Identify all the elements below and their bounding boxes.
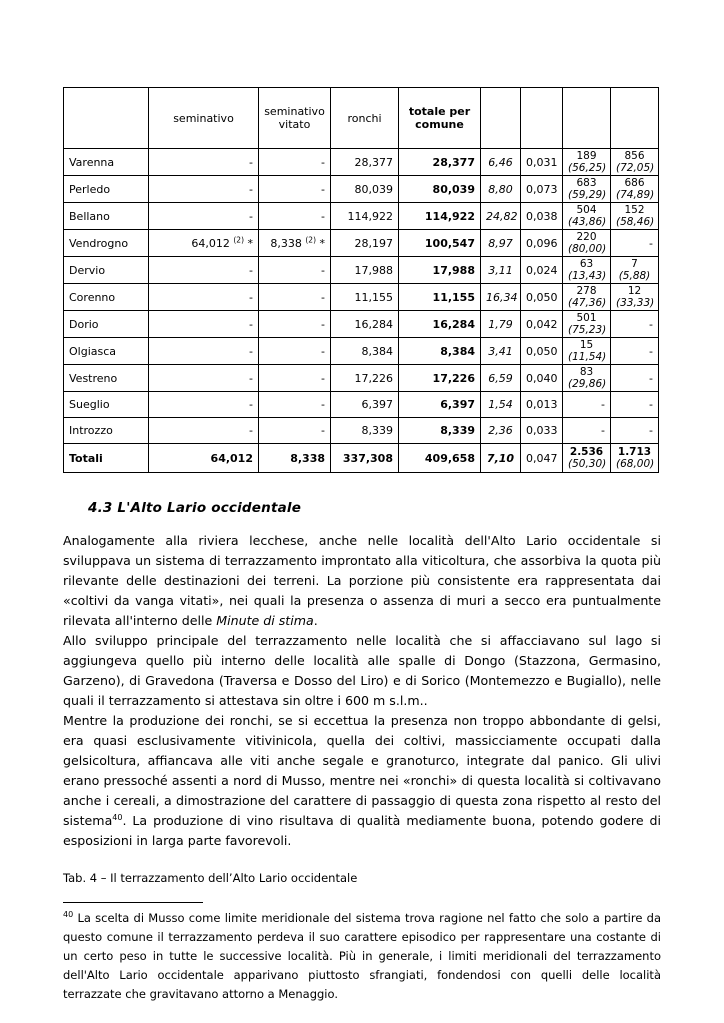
cell-col2: - [259,284,331,311]
cell-col7 [563,230,611,257]
table-row-vendrogno [64,230,659,257]
cell-col8 [611,176,659,203]
cell-col2: - [259,257,331,284]
cell-col6: 0,042 [521,311,563,338]
cell-col6: 0,038 [521,203,563,230]
table-row-totali [64,444,659,473]
cell-col4: 11,155 [399,284,481,311]
count-value: 2.536 [569,446,604,458]
cell-col3: 6,397 [331,392,399,418]
count-value: 856 [624,150,645,162]
percent-value: (5,88) [618,270,651,282]
count-value: 12 [627,285,642,297]
body-text [63,531,661,851]
cell-col1: - [149,418,259,444]
table-row-vestreno [64,365,659,392]
table-caption: Tab. 4 – Il terrazzamento dell’Alto Lario occidentale [63,871,358,885]
table-row-varenna [64,149,659,176]
cell-col5: 1,79 [481,311,521,338]
column-header-7 [563,88,611,149]
cell-col1: - [149,365,259,392]
percent-value: (68,00) [616,458,655,470]
cell-col4: 17,988 [399,257,481,284]
cell-col3: 28,197 [331,230,399,257]
cell-col3: 17,226 [331,365,399,392]
cell-col3: 11,155 [331,284,399,311]
cell-col2: - [259,311,331,338]
table-row-sueglio [64,392,659,418]
cell-col3: 337,308 [331,444,399,473]
cell-col2: - [259,365,331,392]
percent-value: (75,23) [568,324,607,336]
percent-value: (13,43) [568,270,607,282]
cell-col4: 16,284 [399,311,481,338]
count-value: 220 [576,231,597,243]
cell-col7 [563,444,611,473]
table-row-bellano [64,203,659,230]
cell-col5: 8,97 [481,230,521,257]
column-header-0 [64,88,149,149]
cell-col8: - [611,365,659,392]
percent-value: (58,46) [616,216,655,228]
cell-col5: 8,80 [481,176,521,203]
column-header-2: seminativo vitato [259,88,331,149]
cell-col5: 7,10 [481,444,521,473]
cell-col1: - [149,392,259,418]
cell-col8: - [611,338,659,365]
cell-col5: 3,41 [481,338,521,365]
cell-col8 [611,444,659,473]
cell-col5: 3,11 [481,257,521,284]
cell-col6: 0,040 [521,365,563,392]
count-value: 686 [624,177,645,189]
percent-value: (33,33) [616,297,655,309]
cell-col5: 1,54 [481,392,521,418]
cell-col8: - [611,230,659,257]
cell-col1: - [149,257,259,284]
footnote-number: 40 [63,910,74,920]
count-value: 63 [579,258,594,270]
cell-col3: 8,339 [331,418,399,444]
cell-col7: - [563,418,611,444]
percent-value: (47,36) [568,297,607,309]
cell-col6: 0,073 [521,176,563,203]
cell-col7: - [563,392,611,418]
cell-col3: 28,377 [331,149,399,176]
percent-value: (56,25) [568,162,607,174]
commune-name: Corenno [64,284,149,311]
body-paragraph-1: Analogamente alla riviera lecchese, anche nelle località dell'Alto Lario occidentale si sviluppava un sistema di terrazzamento improntato alla viticoltura, che assorbiva la quota più rilevante delle destinazioni dei terreni. La porzione più consistente era rappresentata dai «coltivi da vanga vitati», nei quali la presenza o assenza di muri a secco era puntualmente rilevata all'interno delle Minute di stima. [63,533,661,628]
percent-value: (29,86) [568,378,607,390]
cell-col3: 114,922 [331,203,399,230]
column-header-5 [481,88,521,149]
commune-name: Perledo [64,176,149,203]
percent-value: (11,54) [568,351,607,363]
body-paragraph-2: Allo sviluppo principale del terrazzamento nelle località che si affacciavano sul lago si aggiungeva quello più interno delle località alle spalle di Dongo (Stazzona, Germasino, Garzeno), di Gravedona (Traversa e Dosso del Liro) e di Sorico (Montemezzo e Bugiallo), nelle quali il terrazzamento si attestava sin oltre i 600 m s.l.m.. [63,633,661,708]
table-row-dorio [64,311,659,338]
count-value: 683 [576,177,597,189]
cell-col1: 64,012 [149,444,259,473]
italic-text: Minute di stima [216,613,314,628]
cell-col7 [563,338,611,365]
cell-col1: - [149,284,259,311]
cell-col7 [563,203,611,230]
footnote: $^{40}$ La scelta di Musso come limite meridionale del sistema trova ragione nel fatto che solo a partire da questo comune il terrazzamento perdeva il suo carattere episodico per rappresentare una costante di un certo peso in tutte le successive località. Più in generale, i limiti meridionali del terrazzamento dell'Alto Lario occidentale apparivano piuttosto sfrangiati, fondendosi con quelli delle località terrazzate che gravitavano attorno a Menaggio. [63,910,661,1001]
cell-col4: 6,397 [399,392,481,418]
percent-value: (50,30) [568,458,607,470]
cell-col8 [611,149,659,176]
percent-value: (72,05) [616,162,655,174]
cell-col2: - [259,176,331,203]
cell-col7 [563,365,611,392]
commune-name: Bellano [64,203,149,230]
cell-col8: - [611,418,659,444]
cell-col2: - [259,392,331,418]
column-header-3: ronchi [331,88,399,149]
percent-value: (74,89) [616,189,655,201]
column-header-8 [611,88,659,149]
percent-value: (80,00) [568,243,607,255]
column-header-4: totale per comune [399,88,481,149]
cell-col7 [563,311,611,338]
section-heading: 4.3 L'Alto Lario occidentale [88,500,302,516]
table-header-row [64,88,659,149]
table-row-perledo [64,176,659,203]
footnote-rule [63,902,203,903]
table-row-corenno [64,284,659,311]
cell-col1: - [149,203,259,230]
cell-col8 [611,257,659,284]
column-header-1: seminativo [149,88,259,149]
count-value: 1.713 [617,446,652,458]
cell-col3: 16,284 [331,311,399,338]
cell-col6: 0,096 [521,230,563,257]
cell-col7 [563,257,611,284]
cell-col2: 8,338 [259,444,331,473]
count-value: 504 [576,204,597,216]
cell-col3: 80,039 [331,176,399,203]
commune-name: Olgiasca [64,338,149,365]
cell-col2: - [259,149,331,176]
footnote-marker: (2) [233,234,244,244]
cell-col4: 8,384 [399,338,481,365]
percent-value: (59,29) [568,189,607,201]
cell-col4: 100,547 [399,230,481,257]
cell-col8: - [611,311,659,338]
commune-name: Dervio [64,257,149,284]
cell-col4: 409,658 [399,444,481,473]
cell-col8 [611,284,659,311]
cell-col6: 0,024 [521,257,563,284]
cell-col6: 0,050 [521,338,563,365]
cell-col5: 6,46 [481,149,521,176]
count-value: 7 [631,258,638,270]
count-value: 501 [576,312,597,324]
cell-col4: 114,922 [399,203,481,230]
cell-col6: 0,033 [521,418,563,444]
table-row-olgiasca [64,338,659,365]
page-content [63,0,661,1004]
cell-col8 [611,203,659,230]
count-value: 15 [579,339,594,351]
commune-name: Sueglio [64,392,149,418]
commune-name: Vestreno [64,365,149,392]
cell-col2: - [259,338,331,365]
cell-col1: - [149,338,259,365]
cell-col5: 2,36 [481,418,521,444]
cell-col2: - [259,203,331,230]
cell-col4: 80,039 [399,176,481,203]
cell-col1: - [149,149,259,176]
cell-col6: 0,047 [521,444,563,473]
count-value: 278 [576,285,597,297]
count-value: 152 [624,204,645,216]
cell-col6: 0,031 [521,149,563,176]
commune-name: Vendrogno [64,230,149,257]
column-header-6 [521,88,563,149]
cell-col4: 8,339 [399,418,481,444]
cell-col3: 8,384 [331,338,399,365]
footnote-reference: 40 [112,812,123,822]
cell-col7 [563,149,611,176]
cell-col8: - [611,392,659,418]
body-paragraph-3: Mentre la produzione dei ronchi, se si eccettua la presenza non troppo abbondante di gelsi, era quasi esclusivamente vitivinicola, quella dei coltivi, massicciamente occupati dalla gelsicoltura, affiancava alle viti anche segale e granoturco, integrate dal panico. Gli ulivi erano pressoché assenti a nord di Musso, mentre nei «ronchi» di questa località si coltivavano anche i cereali, a dimostrazione del carattere di passaggio di questa zona rispetto al resto del sistema$^{40}$. La produzione di vino risultava di qualità mediamente buona, potendo godere di esposizioni in larga parte favorevoli. [63,713,661,848]
cell-col7 [563,176,611,203]
cell-col2: 8,338 $^{(2)}$ * [259,230,331,257]
commune-name: Varenna [64,149,149,176]
cell-col4: 28,377 [399,149,481,176]
table-row-dervio [64,257,659,284]
table-row-introzzo [64,418,659,444]
table-body [64,149,659,473]
cell-col5: 6,59 [481,365,521,392]
cell-col1: 64,012 $^{(2)}$ * [149,230,259,257]
count-value: 189 [576,150,597,162]
percent-value: (43,86) [568,216,607,228]
footnote-marker: (2) [305,234,316,244]
commune-name: Totali [64,444,149,473]
cell-col5: 16,34 [481,284,521,311]
cell-col6: 0,013 [521,392,563,418]
cell-col4: 17,226 [399,365,481,392]
cell-col2: - [259,418,331,444]
cell-col7 [563,284,611,311]
terracing-data-table [63,87,659,473]
cell-col5: 24,82 [481,203,521,230]
cell-col3: 17,988 [331,257,399,284]
commune-name: Introzzo [64,418,149,444]
cell-col6: 0,050 [521,284,563,311]
count-value: 83 [579,366,594,378]
cell-col1: - [149,176,259,203]
commune-name: Dorio [64,311,149,338]
cell-col1: - [149,311,259,338]
